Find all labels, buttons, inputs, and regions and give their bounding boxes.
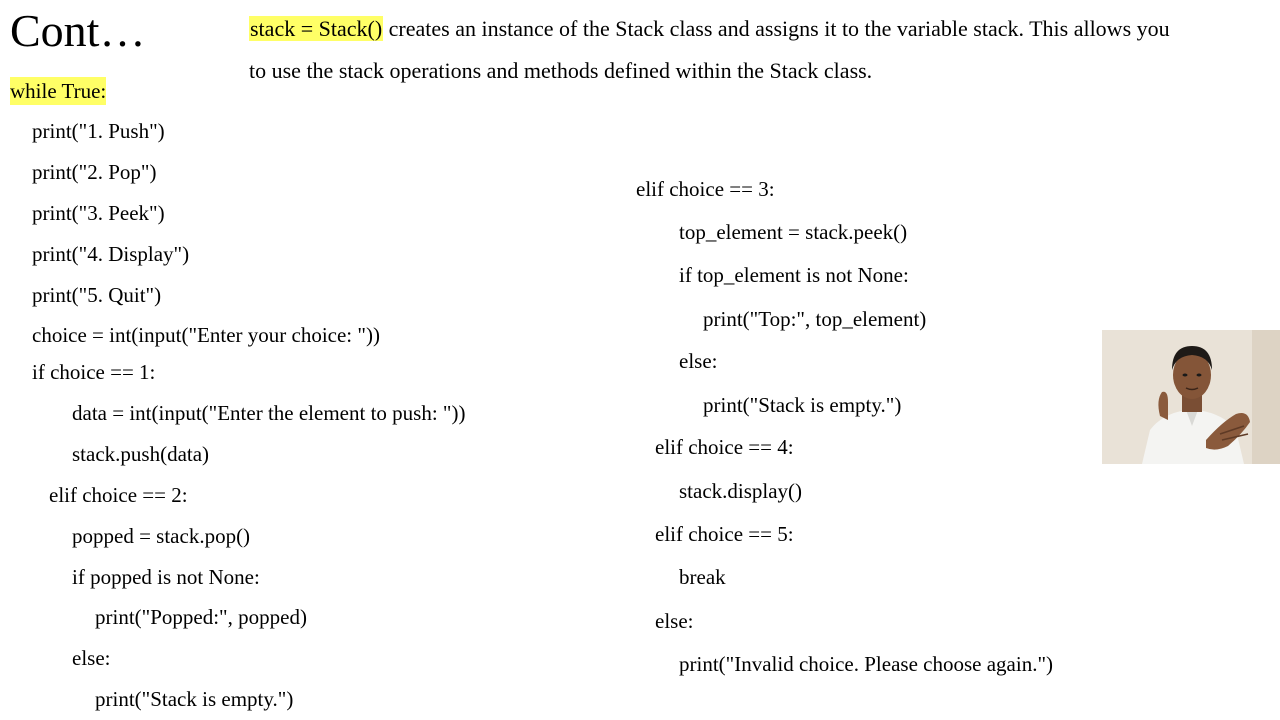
code-line: stack.push(data) bbox=[72, 442, 210, 466]
code-line: elif choice == 4: bbox=[655, 435, 794, 459]
code-line: else: bbox=[655, 609, 694, 633]
presenter-illustration bbox=[1102, 330, 1280, 464]
code-line: print("Top:", top_element) bbox=[703, 307, 927, 331]
code-line: stack.display() bbox=[679, 479, 803, 503]
intro-line-1 bbox=[249, 8, 1280, 50]
code-line: else: bbox=[72, 646, 111, 670]
code-line: print("Invalid choice. Please choose again.") bbox=[679, 652, 1054, 676]
code-line: print("2. Pop") bbox=[32, 160, 157, 184]
code-line: print("1. Push") bbox=[32, 119, 165, 143]
code-while-true: while True: bbox=[10, 79, 107, 103]
code-line: print("4. Display") bbox=[32, 242, 190, 266]
code-line: else: bbox=[679, 349, 718, 373]
code-line: print("5. Quit") bbox=[32, 283, 162, 307]
code-line: elif choice == 2: bbox=[49, 483, 188, 507]
code-line: break bbox=[679, 565, 726, 589]
intro-line-1-text: creates an instance of the Stack class and assigns it to the variable stack. This allows you bbox=[383, 16, 1170, 41]
code-line: choice = int(input("Enter your choice: ")) bbox=[32, 323, 380, 347]
intro-line-2: to use the stack operations and methods defined within the Stack class. bbox=[249, 58, 873, 83]
intro-paragraph bbox=[249, 8, 1280, 92]
code-line: print("Stack is empty.") bbox=[703, 393, 902, 417]
code-line: top_element = stack.peek() bbox=[679, 220, 908, 244]
highlighted-code: stack = Stack() bbox=[250, 16, 383, 41]
code-line: print("3. Peek") bbox=[32, 201, 165, 225]
code-line: print("Popped:", popped) bbox=[95, 605, 307, 629]
code-line: elif choice == 3: bbox=[636, 177, 775, 201]
code-line: elif choice == 5: bbox=[655, 522, 794, 546]
code-line: if popped is not None: bbox=[72, 565, 260, 589]
presenter-video bbox=[1102, 330, 1280, 464]
code-line: print("Stack is empty.") bbox=[95, 687, 294, 711]
slide-title: Cont… bbox=[10, 5, 146, 56]
code-line: data = int(input("Enter the element to push: ")) bbox=[72, 401, 466, 425]
code-line: if choice == 1: bbox=[32, 360, 156, 384]
code-line: if top_element is not None: bbox=[679, 263, 909, 287]
code-line: popped = stack.pop() bbox=[72, 524, 251, 548]
